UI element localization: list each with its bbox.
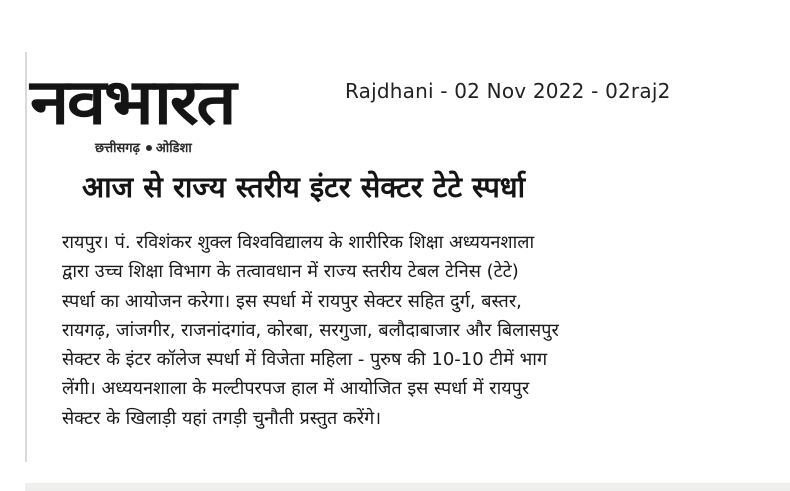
article-line: द्वारा उच्च शिक्षा विभाग के तत्वावधान में राज्य स्तरीय टेबल टेनिस (टेटे) — [62, 261, 519, 283]
article-headline: आज से राज्य स्तरीय इंटर सेक्टर टेटे स्पर्धा — [82, 170, 526, 204]
logo-subtitle-left: छत्तीसगढ़ — [95, 141, 140, 156]
article-line: रायपुर। पं. रविशंकर शुक्ल विश्वविद्यालय के शारीरिक शिक्षा अध्ययनशाला — [62, 232, 535, 253]
article-line: सेक्टर के खिलाड़ी यहां तगड़ी चुनौती प्रस्तुत करेंगे। — [62, 407, 382, 429]
article-body — [62, 228, 782, 433]
masthead-logo — [30, 66, 316, 156]
article-line: रायगढ़, जांजगीर, राजनांदगांव, कोरबा, सरगुजा, बलौदाबाजार और बिलासपुर — [62, 319, 559, 341]
article-line: लेंगी। अध्ययनशाला के मल्टीपरपज हाल में आयोजित इस स्पर्धा में रायपुर — [62, 378, 530, 400]
logo-subtitle — [95, 138, 192, 156]
logo-text: नवभारत — [30, 66, 235, 140]
bullet-icon — [146, 145, 152, 151]
column-rule — [25, 52, 27, 462]
article-line: सेक्टर के इंटर कॉलेज स्पर्धा में विजेता महिला - पुरुष की 10-10 टीमें भाग — [62, 349, 548, 371]
logo-subtitle-right: ओडिशा — [155, 141, 192, 156]
article-line: स्पर्धा का आयोजन करेगा। इस स्पर्धा में रायपुर सेक्टर सहित दुर्ग, बस्तर, — [62, 290, 522, 312]
bottom-band — [25, 483, 790, 491]
edition-date-page: Rajdhani - 02 Nov 2022 - 02raj2 — [345, 79, 671, 103]
